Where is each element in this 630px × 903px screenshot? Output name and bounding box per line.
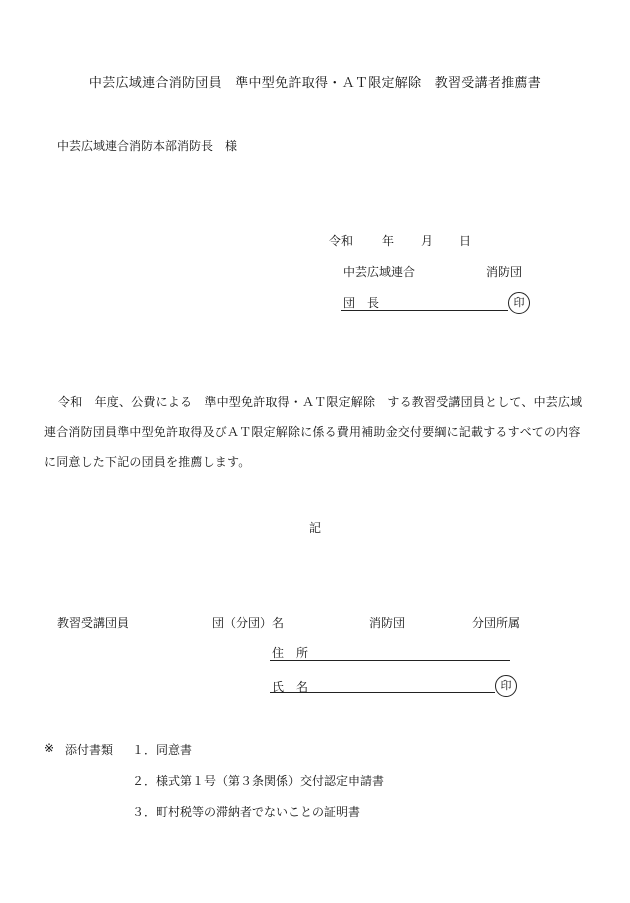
trainee-branch: 分団所属 [472, 616, 521, 630]
trainee-unit-label: 団（分団）名 [212, 616, 285, 630]
name-underline [270, 692, 495, 693]
org-union: 中芸広域連合 [343, 265, 416, 279]
address-underline [270, 660, 510, 661]
leader-underline [341, 310, 508, 311]
trainee-seal: 印 [495, 675, 517, 697]
attachments-label: 添付書類 [65, 743, 114, 757]
date-day: 日 [459, 234, 472, 248]
attachment-item: １．同意書 [132, 743, 193, 757]
date-era: 令和 [329, 234, 354, 248]
ki-heading: 記 [309, 521, 322, 535]
recommendation-text: 令和 年度、公費による 準中型免許取得・ＡＴ限定解除 する教習受講団員として、中芸広域連合消防団員準中型免許取得及びＡＴ限定解除に係る費用補助金交付要綱に記載するすべての内容に同意した下記の団員を推薦します。 [44, 395, 583, 469]
document-title: 中芸広域連合消防団員 準中型免許取得・ＡＴ限定解除 教習受講者推薦書 [88, 76, 542, 91]
trainee-corps: 消防団 [369, 616, 406, 630]
trainee-label: 教習受講団員 [57, 616, 130, 630]
attachment-item: ２．様式第１号（第３条関係）交付認定申請書 [132, 774, 385, 788]
recommendation-paragraph [44, 387, 589, 477]
leader-seal: 印 [508, 292, 530, 314]
trainee-address-label: 住 所 [272, 646, 309, 660]
addressee: 中芸広域連合消防本部消防長 様 [57, 139, 238, 153]
leader-label: 団 長 [343, 296, 380, 310]
date-month: 月 [421, 234, 434, 248]
org-corps: 消防団 [486, 265, 523, 279]
trainee-name-label: 氏 名 [272, 680, 309, 694]
attachment-item: ３．町村税等の滞納者でないことの証明書 [132, 805, 361, 819]
note-mark: ※ [44, 741, 55, 755]
date-year: 年 [382, 234, 395, 248]
